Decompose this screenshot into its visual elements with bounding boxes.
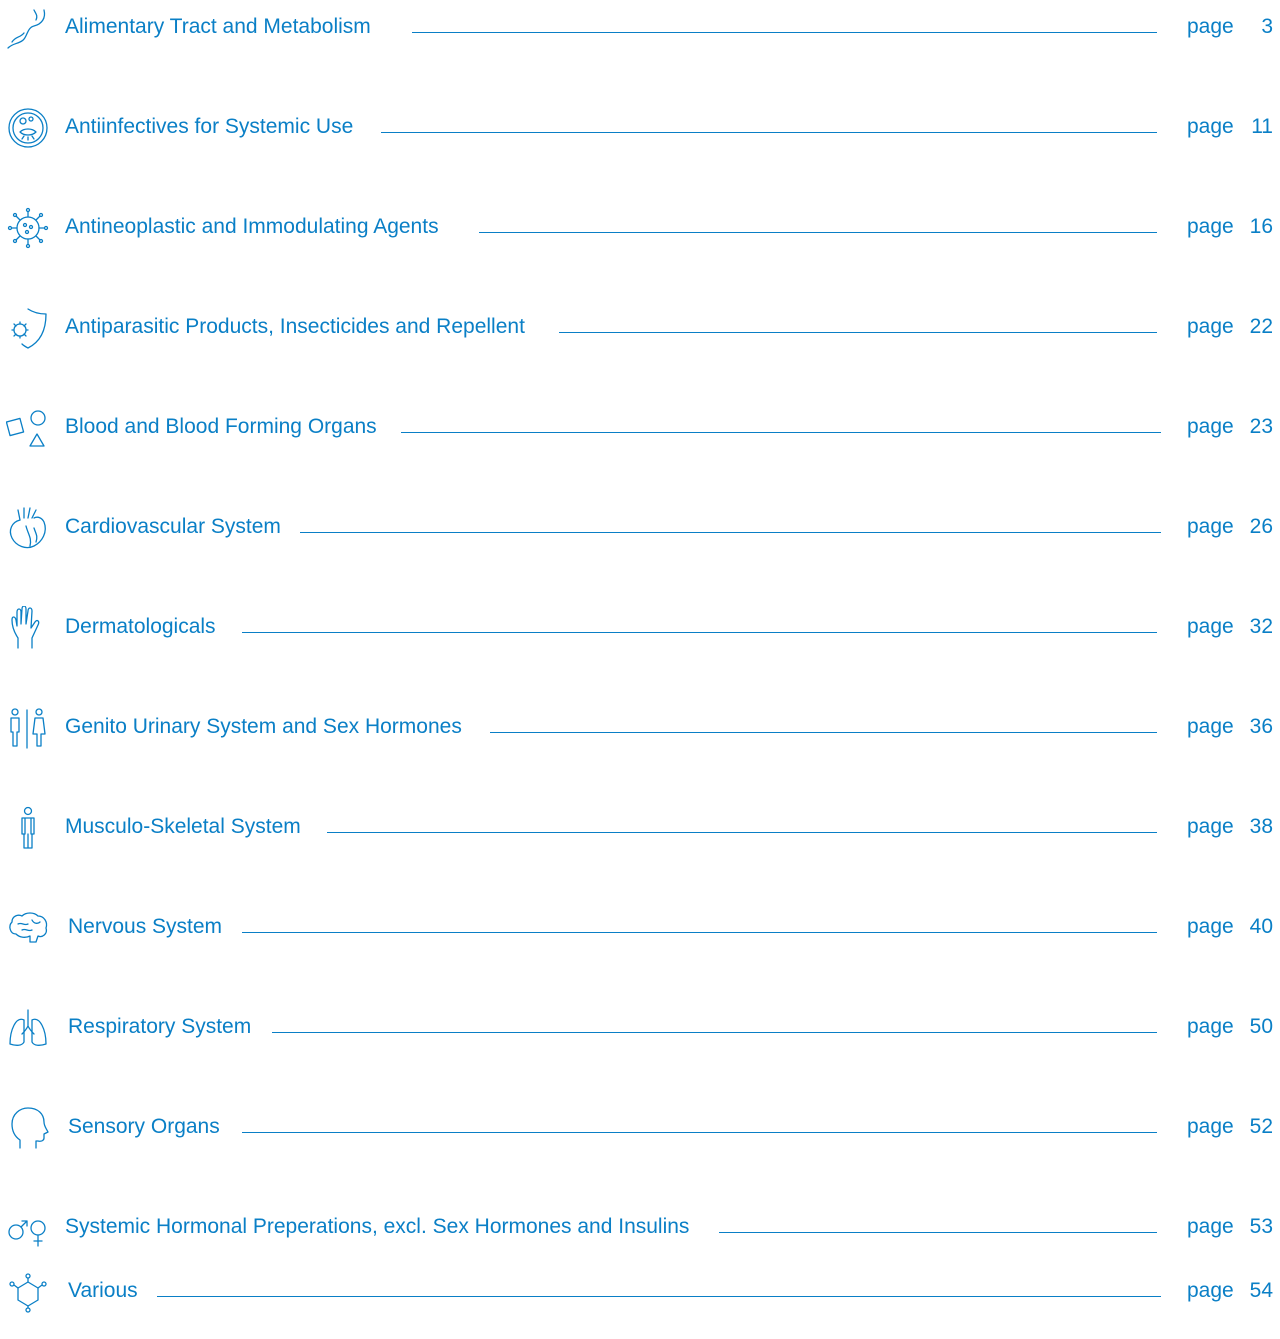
toc-page-reference — [1187, 614, 1273, 640]
toc-entry-title: Musculo-Skeletal System — [65, 815, 301, 838]
leader-line — [412, 32, 1157, 33]
toc-entry-respiratory[interactable] — [0, 998, 1280, 1058]
page-label: page — [1187, 515, 1234, 538]
toc-entry-title: Alimentary Tract and Metabolism — [65, 15, 371, 38]
toc-entry-dermatologicals[interactable] — [0, 598, 1280, 658]
head-profile-icon — [6, 1106, 50, 1150]
gender-symbols-icon — [6, 1206, 50, 1250]
page-number: 36 — [1249, 715, 1273, 738]
page-number: 3 — [1261, 15, 1273, 38]
shield-virus-icon — [6, 306, 50, 350]
leader-line — [327, 832, 1157, 833]
toc-entry-antiparasitic[interactable] — [0, 298, 1280, 358]
toc-entry-genito-urinary[interactable] — [0, 698, 1280, 758]
toc-page-reference — [1187, 114, 1273, 140]
page-label: page — [1187, 1015, 1234, 1038]
leader-line — [272, 1032, 1157, 1033]
toc-page-reference — [1187, 714, 1273, 740]
leader-line — [242, 932, 1157, 933]
toc-page-reference — [1187, 1214, 1273, 1240]
toc-page-reference — [1187, 814, 1273, 840]
page-number: 26 — [1249, 515, 1273, 538]
leader-line — [559, 332, 1157, 333]
page-number: 23 — [1249, 415, 1273, 438]
toc-entry-nervous[interactable] — [0, 898, 1280, 958]
toc-page-reference — [1187, 414, 1273, 440]
shapes-icon — [6, 406, 50, 450]
page-label: page — [1187, 815, 1234, 838]
toc-page-reference — [1187, 514, 1273, 540]
molecule-icon — [6, 1270, 50, 1314]
page-number: 16 — [1249, 215, 1273, 238]
leader-line — [479, 232, 1157, 233]
leader-line — [300, 532, 1161, 533]
page-label: page — [1187, 15, 1234, 38]
page-label: page — [1187, 115, 1234, 138]
toc-entry-title: Antiparasitic Products, Insecticides and Repellent — [65, 315, 525, 338]
bacteria-icon — [6, 106, 50, 150]
page-label: page — [1187, 715, 1234, 738]
page-number: 52 — [1249, 1115, 1273, 1138]
toc-entry-title: Cardiovascular System — [65, 515, 281, 538]
toc-page-reference — [1187, 214, 1273, 240]
human-figure-icon — [6, 806, 50, 850]
page-label: page — [1187, 215, 1234, 238]
male-female-figures-icon — [6, 706, 50, 750]
leader-line — [490, 732, 1157, 733]
toc-entry-title: Antiinfectives for Systemic Use — [65, 115, 354, 138]
page-label: page — [1187, 315, 1234, 338]
toc-entry-antiinfectives[interactable] — [0, 98, 1280, 158]
page-number: 40 — [1249, 915, 1273, 938]
toc-page-reference — [1187, 314, 1273, 340]
toc-entry-title: Nervous System — [68, 915, 223, 938]
toc-entry-cardiovascular[interactable] — [0, 498, 1280, 558]
toc-page-reference — [1187, 1014, 1273, 1040]
toc-page-reference — [1187, 914, 1273, 940]
toc-entry-sensory[interactable] — [0, 1098, 1280, 1158]
toc-entry-alimentary[interactable] — [0, 0, 1280, 58]
toc-entry-title: Antineoplastic and Immodulating Agents — [65, 215, 439, 238]
page-number: 54 — [1249, 1279, 1273, 1302]
page-label: page — [1187, 615, 1234, 638]
toc-entry-title: Respiratory System — [68, 1015, 252, 1038]
page-number: 38 — [1249, 815, 1273, 838]
leader-line — [157, 1296, 1161, 1297]
page-label: page — [1187, 1115, 1234, 1138]
leader-line — [381, 132, 1157, 133]
toc-entry-antineoplastic[interactable] — [0, 198, 1280, 258]
toc-entry-musculo-skeletal[interactable] — [0, 798, 1280, 858]
hand-icon — [6, 606, 50, 650]
toc-entry-blood[interactable] — [0, 398, 1280, 458]
page-number: 22 — [1249, 315, 1273, 338]
page-number: 32 — [1249, 615, 1273, 638]
page-number: 53 — [1249, 1215, 1273, 1238]
leader-line — [242, 632, 1157, 633]
leader-line — [719, 1232, 1157, 1233]
page-label: page — [1187, 1279, 1234, 1302]
toc-entry-title: Genito Urinary System and Sex Hormones — [65, 715, 462, 738]
lungs-icon — [6, 1006, 50, 1050]
brain-icon — [6, 906, 50, 950]
page-number: 50 — [1249, 1015, 1273, 1038]
toc-page-reference — [1187, 14, 1273, 40]
toc-entry-title: Systemic Hormonal Preperations, excl. Sex Hormones and Insulins — [65, 1215, 690, 1238]
toc-entry-title: Sensory Organs — [68, 1115, 220, 1138]
toc-entry-title: Blood and Blood Forming Organs — [65, 415, 377, 438]
stomach-icon — [6, 6, 50, 50]
toc-page-reference — [1187, 1278, 1273, 1304]
page-label: page — [1187, 415, 1234, 438]
leader-line — [242, 1132, 1157, 1133]
toc-entry-title: Dermatologicals — [65, 615, 216, 638]
toc-page-reference — [1187, 1114, 1273, 1140]
leader-line — [401, 432, 1161, 433]
toc-entry-title: Various — [68, 1279, 138, 1302]
heart-organ-icon — [6, 506, 50, 550]
page-label: page — [1187, 1215, 1234, 1238]
virus-icon — [6, 206, 50, 250]
page-number: 11 — [1251, 115, 1273, 138]
page-label: page — [1187, 915, 1234, 938]
toc-entry-systemic-hormonal[interactable] — [0, 1198, 1280, 1258]
toc-entry-various[interactable] — [0, 1262, 1280, 1322]
